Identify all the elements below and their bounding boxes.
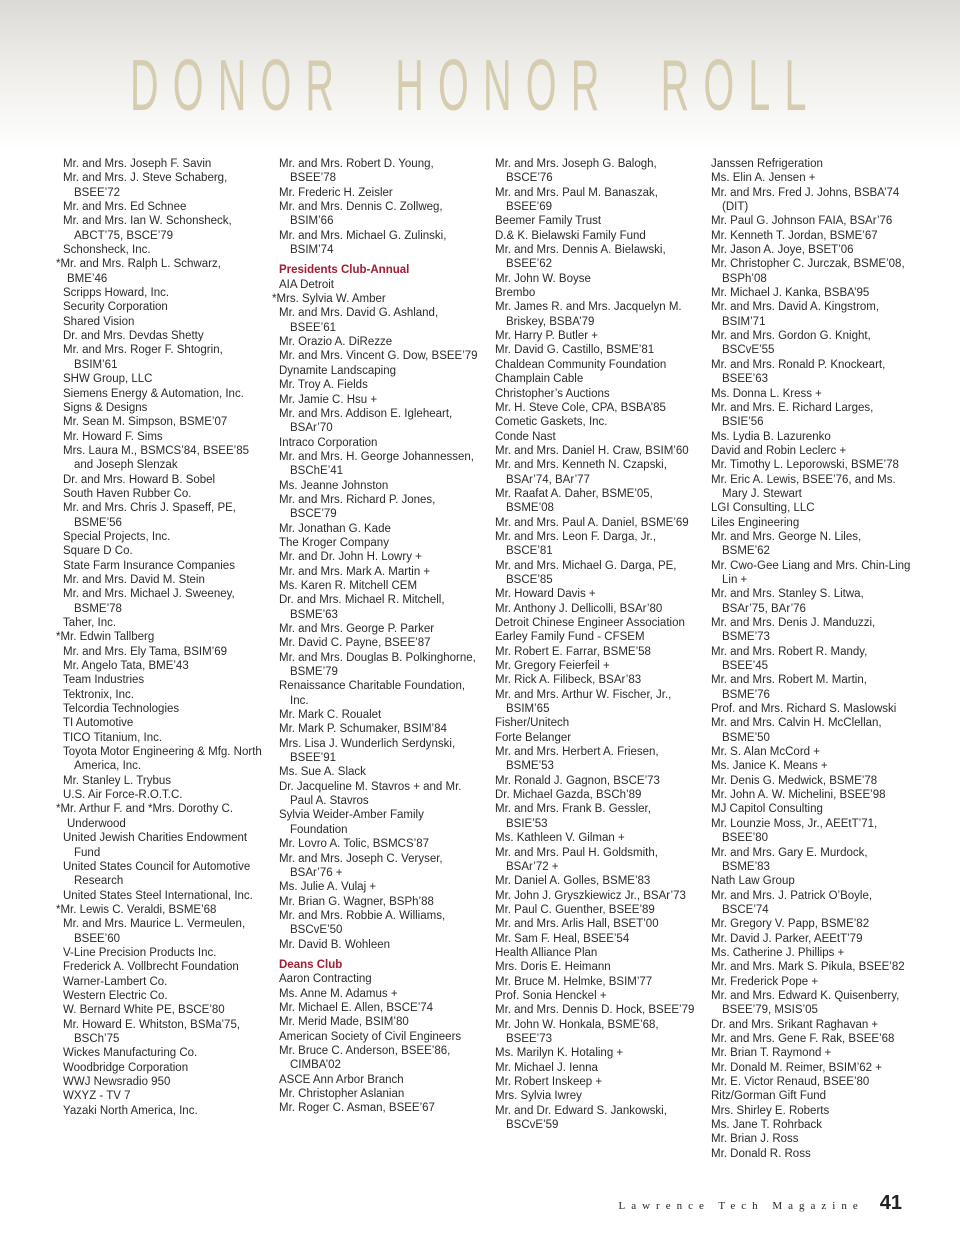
donor-entry: Mrs. Laura M., BSMCS’84, BSEE’85 and Joseph Slenzak bbox=[63, 444, 249, 472]
donor-entry: David and Robin Leclerc + bbox=[711, 444, 847, 457]
donor-entry: Mr. Donald R. Ross bbox=[711, 1147, 811, 1160]
donor-entry: Mr. and Mrs. Ed Schnee bbox=[63, 201, 187, 214]
donor-entry: State Farm Insurance Companies bbox=[63, 559, 235, 572]
donor-entry: Dynamite Landscaping bbox=[279, 364, 396, 377]
donor-entry: Mr. Robert Inskeep + bbox=[495, 1076, 603, 1088]
donor-entry: Mr. and Mrs. Robert M. Martin, BSME’76 bbox=[711, 674, 867, 701]
donor-entry: Mr. and Mrs. Stanley S. Litwa, BSAr’75, BAr’76 bbox=[711, 588, 864, 615]
donor-entry: Mr. Timothy L. Leporowski, BSME’78 bbox=[711, 459, 899, 472]
donor-column-3 bbox=[495, 157, 695, 1132]
donor-entry: Mr. and Mrs. Arlis Hall, BSET’00 bbox=[495, 918, 659, 931]
donor-entry: Mr. and Mrs. J. Steve Schaberg, BSEE’72 bbox=[63, 172, 228, 199]
donor-entry: Detroit Chinese Engineer Association bbox=[495, 617, 685, 629]
donor-entry: United Jewish Charities Endowment Fund bbox=[63, 832, 248, 859]
donor-entry: Mr. and Mrs. Maurice L. Vermeulen, BSEE’60 bbox=[63, 918, 246, 945]
page-footer bbox=[619, 1192, 903, 1215]
donor-columns bbox=[0, 157, 960, 1187]
donor-entry: Mr. Raafat A. Daher, BSME’05, BSME’08 bbox=[495, 487, 653, 515]
donor-entry: Ms. Catherine J. Phillips + bbox=[711, 946, 845, 959]
page-title bbox=[130, 46, 807, 126]
donor-entry: Mr. H. Steve Cole, CPA, BSBA’85 bbox=[495, 401, 666, 414]
donor-entry: Mr. and Mrs. Herbert A. Friesen, BSME’53 bbox=[495, 746, 659, 773]
title-letter: O bbox=[172, 46, 204, 126]
donor-entry: Mr. and Mrs. Leon F. Darga, Jr., BSCE’81 bbox=[495, 530, 657, 558]
donor-entry: Taher, Inc. bbox=[63, 617, 117, 629]
donor-entry: Mr. John W. Honkala, BSME’68, BSEE’73 bbox=[495, 1018, 659, 1045]
donor-entry: Mr. Christopher Aslanian bbox=[279, 1088, 405, 1100]
donor-entry: Mr. and Mrs. Gene F. Rak, BSEE’68 bbox=[711, 1032, 895, 1045]
donor-entry: Mr. and Mrs. Joseph G. Balogh, BSCE’76 bbox=[495, 158, 657, 185]
donor-entry: Dr. and Mrs. Srikant Raghavan + bbox=[711, 1018, 879, 1031]
donor-entry: Mr. and Mrs. Michael J. Sweeney, BSME’78 bbox=[63, 588, 235, 615]
donor-entry: Dr. and Mrs. Devdas Shetty bbox=[63, 330, 204, 343]
donor-entry: Mr. Frederic H. Zeisler bbox=[279, 186, 393, 199]
donor-entry: Mr. and Mrs. Douglas B. Polkinghorne, BSME’79 bbox=[279, 651, 476, 679]
donor-entry: South Haven Rubber Co. bbox=[63, 487, 192, 500]
donor-entry: Dr. Michael Gazda, BSCh’89 bbox=[495, 789, 642, 802]
donor-entry: Ms. Elin A. Jensen + bbox=[711, 172, 816, 185]
donor-entry: Mr. and Mrs. Addison E. Igleheart, BSAr’70 bbox=[279, 407, 453, 435]
donor-entry: Mr. and Mrs. H. George Johannessen, BSChE’41 bbox=[279, 450, 474, 478]
title-letter: O bbox=[438, 46, 469, 126]
donor-entry: Ritz/Gorman Gift Fund bbox=[711, 1090, 827, 1103]
donor-entry: Forte Belanger bbox=[495, 731, 572, 744]
donor-entry: Dr. and Mrs. Michael R. Mitchell, BSME’63 bbox=[279, 594, 445, 621]
donor-entry: Mr. Christopher C. Jurczak, BSME’08, BSPh’08 bbox=[711, 258, 905, 285]
donor-entry: Mr. David J. Parker, AEEtT’79 bbox=[711, 932, 863, 945]
donor-entry: Mr. and Mrs. Robbie A. Williams, BSCvE’50 bbox=[279, 909, 446, 937]
donor-entry: U.S. Air Force-R.O.T.C. bbox=[63, 789, 183, 802]
donor-entry: Mr. John J. Gryszkiewicz Jr., BSAr’73 bbox=[495, 889, 686, 902]
donor-entry: Mr. Robert E. Farrar, BSME’58 bbox=[495, 645, 651, 658]
donor-entry: Telcordia Technologies bbox=[63, 703, 180, 716]
donor-entry: Mr. David C. Payne, BSEE’87 bbox=[279, 637, 431, 650]
donor-entry: Mr. Jonathan G. Kade bbox=[279, 522, 391, 535]
donor-entry: Renaissance Charitable Foundation, Inc. bbox=[279, 680, 466, 707]
donor-entry: ASCE Ann Arbor Branch bbox=[279, 1073, 404, 1086]
donor-entry: LGI Consulting, LLC bbox=[711, 502, 815, 515]
donor-entry: Mr. and Mrs. Paul A. Daniel, BSME’69 bbox=[495, 516, 689, 529]
donor-entry: Mr. Denis G. Medwick, BSME’78 bbox=[711, 774, 878, 787]
donor-entry: Mr. Daniel A. Golles, BSME’83 bbox=[495, 875, 651, 888]
donor-entry: Mr. James R. and Mrs. Jacquelyn M. Briskey, BSBA’79 bbox=[495, 301, 682, 328]
donor-entry: Champlain Cable bbox=[495, 373, 584, 386]
donor-entry: Mr. and Mrs. Mark S. Pikula, BSEE’82 bbox=[711, 961, 905, 974]
donor-entry: Mr. Cwo-Gee Liang and Mrs. Chin-Ling Lin + bbox=[711, 559, 911, 586]
donor-entry: D.& K. Bielawski Family Fund bbox=[495, 229, 646, 242]
donor-entry: Mr. Roger C. Asman, BSEE’67 bbox=[279, 1102, 435, 1115]
section-heading: Deans Club bbox=[279, 958, 343, 971]
donor-entry: Mr. and Mrs. Denis J. Manduzzi, BSME’73 bbox=[711, 617, 876, 644]
donor-entry: Chaldean Community Foundation bbox=[495, 358, 667, 371]
donor-entry: WWJ Newsradio 950 bbox=[63, 1076, 171, 1088]
donor-entry: Mr. and Mrs. Edward K. Quisenberry, BSEE’79, MSIS’05 bbox=[711, 989, 900, 1017]
title-letter: L bbox=[784, 46, 807, 126]
donor-entry: Woodbridge Corporation bbox=[63, 1061, 189, 1074]
donor-entry: Ms. Sue A. Slack bbox=[279, 766, 366, 779]
donor-entry: Mr. and Mrs. Joseph C. Veryser, BSAr’76 + bbox=[279, 852, 443, 879]
donor-entry: Ms. Kathleen V. Gilman + bbox=[495, 832, 625, 845]
magazine-name: Lawrence Tech Magazine bbox=[618, 1200, 864, 1212]
donor-entry: Mr. and Mrs. David M. Stein bbox=[63, 573, 205, 586]
donor-entry: Mr. Merid Made, BSIM’80 bbox=[279, 1016, 409, 1029]
donor-entry: Mr. Gregory V. Papp, BSME’82 bbox=[711, 918, 870, 931]
donor-entry: Mr. Bruce M. Helmke, BSIM’77 bbox=[495, 975, 653, 988]
title-letter: L bbox=[748, 46, 771, 126]
title-letter: O bbox=[703, 46, 735, 126]
donor-entry: Schonsheck, Inc. bbox=[63, 244, 151, 257]
donor-entry: Square D Co. bbox=[63, 545, 133, 558]
donor-entry: Mr. Rick A. Filibeck, BSAr’83 bbox=[495, 674, 642, 687]
donor-entry: Mr. and Mrs. Robert D. Young, BSEE’78 bbox=[279, 158, 434, 185]
donor-entry: Ms. Lydia B. Lazurenko bbox=[711, 430, 831, 443]
donor-column-1 bbox=[56, 157, 263, 1118]
donor-entry: Mr. and Mrs. David G. Ashland, BSEE’61 bbox=[279, 307, 439, 334]
donor-column-2 bbox=[272, 157, 479, 1116]
title-letter: D bbox=[130, 46, 159, 126]
donor-entry: V-Line Precision Products Inc. bbox=[63, 946, 217, 959]
donor-entry: Mr. Donald M. Reimer, BSIM’62 + bbox=[711, 1061, 882, 1074]
donor-entry: Janssen Refrigeration bbox=[711, 158, 823, 170]
donor-entry: Mr. Ronald J. Gagnon, BSCE’73 bbox=[495, 774, 660, 787]
donor-entry: Mr. Orazio A. DiRezze bbox=[279, 336, 393, 349]
donor-entry: *Mr. and Mrs. Ralph L. Schwarz, BME’46 bbox=[56, 258, 221, 285]
donor-entry: Mr. Jamie C. Hsu + bbox=[279, 393, 378, 406]
donor-entry: Mr. Eric A. Lewis, BSEE’76, and Ms. Mary J. Stewart bbox=[711, 473, 896, 500]
donor-entry: Mr. and Mrs. Chris J. Spaseff, PE, BSME’56 bbox=[63, 502, 236, 529]
title-letter: H bbox=[395, 46, 424, 126]
donor-entry: The Kroger Company bbox=[279, 536, 389, 549]
donor-entry: Mr. and Mrs. Daniel H. Craw, BSIM’60 bbox=[495, 444, 689, 457]
donor-entry: American Society of Civil Engineers bbox=[279, 1030, 462, 1043]
donor-entry: Mrs. Shirley E. Roberts bbox=[711, 1104, 830, 1117]
donor-entry: Mr. and Mrs. Mark A. Martin + bbox=[279, 565, 431, 578]
donor-entry: Dr. Jacqueline M. Stavros + and Mr. Paul A. Stavros bbox=[279, 780, 462, 808]
donor-entry: Mr. Lounzie Moss, Jr., AEEtT’71, BSEE’80 bbox=[711, 817, 878, 845]
title-letter: R bbox=[660, 46, 690, 126]
donor-entry: Mr. Paul G. Johnson FAIA, BSAr’76 bbox=[711, 215, 893, 228]
donor-entry: Prof. Sonia Henckel + bbox=[495, 989, 607, 1002]
donor-entry: Mr. and Mrs. Ronald P. Knockeart, BSEE’63 bbox=[711, 358, 886, 386]
donor-entry: Ms. Anne M. Adamus + bbox=[279, 987, 398, 1000]
donor-entry: Mr. and Mrs. Dennis A. Bielawski, BSEE’62 bbox=[495, 244, 666, 271]
donor-entry: Beemer Family Trust bbox=[495, 215, 602, 228]
donor-entry: Mr. and Mrs. Joseph F. Savin bbox=[63, 158, 212, 170]
donor-entry: Mr. and Mrs. Kenneth N. Czapski, BSAr’74, BAr’77 bbox=[495, 459, 667, 486]
donor-entry: *Mr. Edwin Tallberg bbox=[56, 631, 155, 644]
donor-entry: AIA Detroit bbox=[279, 278, 334, 291]
donor-entry: TI Automotive bbox=[63, 717, 134, 730]
donor-entry: Mr. Bruce C. Anderson, BSEE’86, CIMBA’02 bbox=[279, 1044, 451, 1072]
donor-entry: Mr. Angelo Tata, BME’43 bbox=[63, 660, 189, 673]
title-letter: N bbox=[217, 46, 247, 126]
donor-entry: Mr. and Mrs. Ian W. Schonsheck, ABCT’75, BSCE’79 bbox=[63, 215, 232, 242]
title-letter: R bbox=[305, 46, 334, 126]
donor-entry: Intraco Corporation bbox=[279, 436, 378, 449]
donor-entry: Dr. and Mrs. Howard B. Sobel bbox=[63, 473, 216, 486]
donor-entry: Conde Nast bbox=[495, 430, 556, 443]
donor-entry: Mr. and Mrs. Gary E. Murdock, BSME’83 bbox=[711, 846, 868, 873]
donor-entry: Signs & Designs bbox=[63, 401, 148, 414]
donor-entry: Mr. and Mrs. E. Richard Larges, BSIE’56 bbox=[711, 401, 874, 429]
donor-entry: Mr. Lovro A. Tolic, BSMCS’87 bbox=[279, 838, 429, 851]
donor-entry: Mr. Michael E. Allen, BSCE’74 bbox=[279, 1001, 434, 1014]
donor-entry: Mr. Mark C. Roualet bbox=[279, 709, 382, 722]
page-number: 41 bbox=[879, 1192, 902, 1214]
donor-entry: Fisher/Unitech bbox=[495, 717, 570, 730]
donor-entry: Mr. E. Victor Renaud, BSEE’80 bbox=[711, 1076, 870, 1088]
donor-entry: Mrs. Lisa J. Wunderlich Serdynski, BSEE’91 bbox=[279, 737, 456, 765]
donor-entry: Mr. and Mrs. Roger F. Shtogrin, BSIM’61 bbox=[63, 344, 223, 371]
title-letter: N bbox=[482, 46, 512, 126]
donor-entry: Mr. and Mrs. Vincent G. Dow, BSEE’79 bbox=[279, 350, 478, 363]
donor-entry: Mr. and Mrs. Robert R. Mandy, BSEE’45 bbox=[711, 645, 868, 673]
donor-entry: Mr. Sam F. Heal, BSEE’54 bbox=[495, 932, 630, 945]
title-letter: R bbox=[570, 46, 600, 126]
donor-entry: Mr. Michael J. Kanka, BSBA’95 bbox=[711, 287, 870, 300]
donor-entry: Shared Vision bbox=[63, 315, 135, 328]
donor-entry: *Mr. Arthur F. and *Mrs. Dorothy C. Underwood bbox=[56, 803, 234, 830]
title-letter: O bbox=[260, 46, 292, 126]
donor-entry: Frederick A. Vollbrecht Foundation bbox=[63, 961, 239, 974]
donor-entry: Mr. John A. W. Michelini, BSEE’98 bbox=[711, 789, 886, 802]
donor-entry: Tektronix, Inc. bbox=[63, 688, 134, 701]
donor-entry: Nath Law Group bbox=[711, 875, 795, 888]
donor-entry: Mr. S. Alan McCord + bbox=[711, 746, 820, 759]
donor-entry: Earley Family Fund - CFSEM bbox=[495, 631, 645, 644]
donor-entry: Mr. and Mrs. Fred J. Johns, BSBA’74 (DIT) bbox=[711, 186, 900, 214]
donor-entry: Mr. and Mrs. George N. Liles, BSME’62 bbox=[711, 530, 862, 558]
donor-entry: Mr. and Mrs. Richard P. Jones, BSCE’79 bbox=[279, 493, 436, 521]
donor-entry: Ms. Karen R. Mitchell CEM bbox=[279, 579, 418, 592]
donor-entry: Mr. Michael J. Ienna bbox=[495, 1061, 598, 1074]
donor-entry: Mr. John W. Boyse bbox=[495, 272, 591, 285]
donor-entry: Mr. David G. Castillo, BSME’81 bbox=[495, 344, 655, 357]
donor-entry: Mr. Howard F. Sims bbox=[63, 430, 163, 443]
donor-entry: Mrs. Sylvia Iwrey bbox=[495, 1090, 582, 1103]
donor-entry: Christopher’s Auctions bbox=[495, 387, 610, 400]
donor-entry: Mr. and Mrs. Frank B. Gessler, BSIE’53 bbox=[495, 803, 651, 830]
donor-entry: Scripps Howard, Inc. bbox=[63, 287, 170, 300]
donor-entry: W. Bernard White PE, BSCE’80 bbox=[63, 1004, 225, 1017]
donor-entry: Mr. and Dr. Edward S. Jankowski, BSCvE’59 bbox=[495, 1104, 667, 1132]
donor-entry: TICO Titanium, Inc. bbox=[63, 731, 163, 744]
donor-entry: Mr. and Mrs. Calvin H. McClellan, BSME’50 bbox=[711, 717, 882, 744]
donor-entry: Mr. Brian J. Ross bbox=[711, 1133, 799, 1146]
donor-entry: Health Alliance Plan bbox=[495, 946, 598, 959]
donor-entry: WXYZ - TV 7 bbox=[63, 1090, 131, 1103]
donor-entry: Ms. Julie A. Vulaj + bbox=[279, 881, 377, 894]
donor-entry: Mr. David B. Wohleen bbox=[279, 938, 391, 951]
donor-entry: Mr. and Mrs. Dennis C. Zollweg, BSIM’66 bbox=[279, 201, 443, 228]
donor-entry: Mr. Jason A. Joye, BSET’06 bbox=[711, 244, 854, 257]
donor-entry: Mr. and Mrs. George P. Parker bbox=[279, 623, 435, 635]
section-heading: Presidents Club-Annual bbox=[279, 264, 410, 277]
donor-entry: Prof. and Mrs. Richard S. Maslowski bbox=[711, 703, 897, 716]
donor-entry: Mr. Frederick Pope + bbox=[711, 975, 819, 988]
donor-entry: Warner-Lambert Co. bbox=[63, 975, 168, 988]
donor-entry: Mr. and Mrs. David A. Kingstrom, BSIM’71 bbox=[711, 301, 880, 328]
donor-entry: United States Steel International, Inc. bbox=[63, 889, 253, 902]
donor-entry: Cometic Gaskets, Inc. bbox=[495, 416, 608, 429]
donor-entry: Mr. and Dr. John H. Lowry + bbox=[279, 551, 422, 564]
donor-entry: Ms. Donna L. Kress + bbox=[711, 387, 822, 400]
donor-entry: Special Projects, Inc. bbox=[63, 530, 171, 543]
donor-entry: Mr. and Mrs. Ely Tama, BSIM’69 bbox=[63, 645, 228, 658]
donor-entry: *Mr. Lewis C. Veraldi, BSME’68 bbox=[56, 903, 217, 916]
donor-column-4 bbox=[711, 157, 911, 1161]
donor-entry: Mr. Mark P. Schumaker, BSIM’84 bbox=[279, 723, 447, 736]
donor-entry: Western Electric Co. bbox=[63, 989, 168, 1002]
donor-entry: Mr. and Mrs. Paul H. Goldsmith, BSAr’72 + bbox=[495, 846, 658, 873]
donor-entry: Ms. Janice K. Means + bbox=[711, 760, 828, 773]
donor-entry: Ms. Jeanne Johnston bbox=[279, 479, 389, 492]
donor-entry: Mr. Brian T. Raymond + bbox=[711, 1047, 832, 1060]
donor-entry: Toyota Motor Engineering & Mfg. North America, Inc. bbox=[63, 746, 262, 773]
donor-entry: Mr. and Mrs. J. Patrick O’Boyle, BSCE’74 bbox=[711, 889, 873, 916]
title-letter: O bbox=[525, 46, 557, 126]
donor-entry: Ms. Jane T. Rohrback bbox=[711, 1119, 823, 1132]
donor-entry: Mr. Sean M. Simpson, BSME’07 bbox=[63, 416, 228, 429]
donor-entry: MJ Capitol Consulting bbox=[711, 803, 823, 816]
donor-entry: Aaron Contracting bbox=[279, 973, 372, 986]
donor-entry: Wickes Manufacturing Co. bbox=[63, 1047, 198, 1060]
donor-entry: Mr. Paul C. Guenther, BSEE’89 bbox=[495, 903, 655, 916]
donor-entry: Mr. and Mrs. Gordon G. Knight, BSCvE’55 bbox=[711, 330, 871, 357]
donor-entry: Mrs. Doris E. Heimann bbox=[495, 961, 611, 974]
donor-entry: Mr. and Mrs. Dennis D. Hock, BSEE’79 bbox=[495, 1004, 695, 1017]
donor-entry: Mr. Howard Davis + bbox=[495, 588, 596, 601]
donor-entry: SHW Group, LLC bbox=[63, 373, 153, 386]
donor-entry: Mr. and Mrs. Paul M. Banaszak, BSEE’69 bbox=[495, 186, 658, 214]
donor-entry: Mr. and Mrs. Arthur W. Fischer, Jr., BSIM’65 bbox=[495, 688, 672, 716]
donor-entry: Mr. Anthony J. Dellicolli, BSAr’80 bbox=[495, 602, 663, 615]
donor-entry: Brembo bbox=[495, 287, 536, 300]
donor-entry: Sylvia Weider-Amber Family Foundation bbox=[279, 809, 424, 836]
donor-entry: Mr. Troy A. Fields bbox=[279, 379, 368, 392]
donor-entry: Mr. and Mrs. Michael G. Darga, PE, BSCE’85 bbox=[495, 559, 677, 586]
donor-entry: Mr. Kenneth T. Jordan, BSME’67 bbox=[711, 229, 878, 242]
donor-entry: Liles Engineering bbox=[711, 516, 800, 529]
donor-entry: Mr. Harry P. Butler + bbox=[495, 330, 599, 343]
donor-entry: Mr. and Mrs. Michael G. Zulinski, BSIM’74 bbox=[279, 229, 447, 257]
donor-entry: Mr. Howard E. Whitston, BSMa’75, BSCh’75 bbox=[63, 1018, 241, 1045]
donor-entry: *Mrs. Sylvia W. Amber bbox=[272, 293, 386, 306]
donor-entry: Security Corporation bbox=[63, 301, 168, 314]
donor-entry: Siemens Energy & Automation, Inc. bbox=[63, 387, 244, 400]
donor-entry: Yazaki North America, Inc. bbox=[63, 1104, 198, 1117]
donor-entry: Mr. Brian G. Wagner, BSPh’88 bbox=[279, 895, 434, 908]
donor-entry: Ms. Marilyn K. Hotaling + bbox=[495, 1047, 624, 1060]
donor-entry: Team Industries bbox=[63, 674, 145, 687]
donor-entry: United States Council for Automotive Research bbox=[63, 860, 251, 888]
donor-entry: Mr. Stanley L. Trybus bbox=[63, 774, 172, 787]
donor-entry: Mr. Gregory Feierfeil + bbox=[495, 660, 610, 673]
